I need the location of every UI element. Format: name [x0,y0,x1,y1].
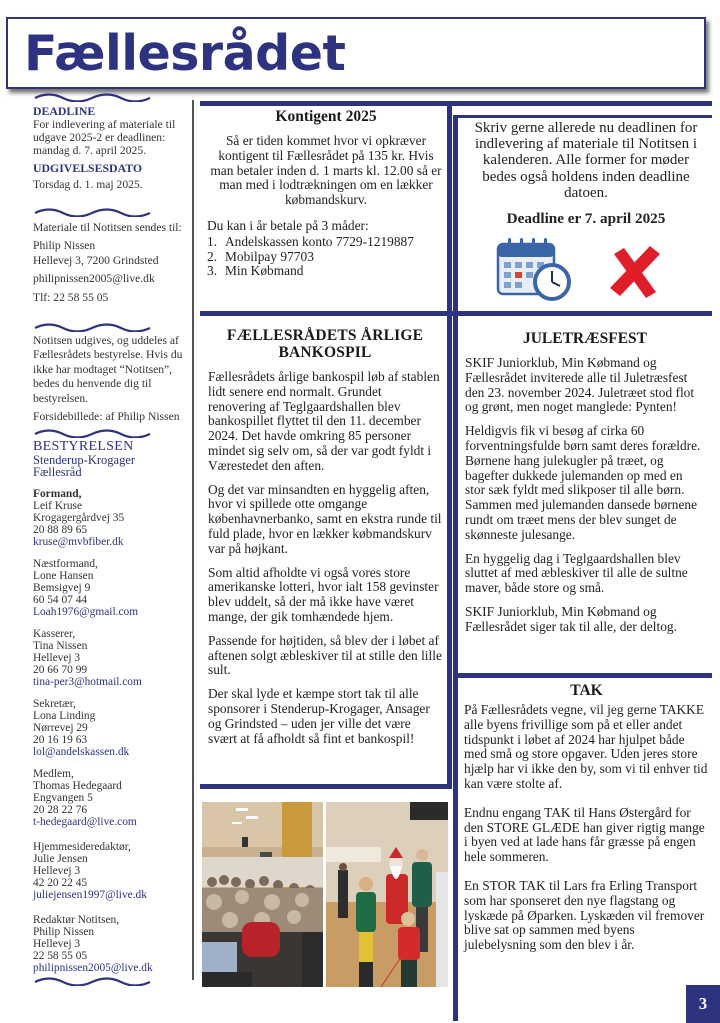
deadline-heading: DEADLINE [33,104,96,118]
member-phone: 20 28 22 76 [33,804,88,817]
member-address: Hellevej 3 [33,865,81,878]
member-phone: 20 88 89 65 [33,524,88,537]
wave-divider-icon [33,322,151,332]
reminder-text: Skriv gerne allerede nu deadlinen for indlevering af materiale til Notitsen i kalenderen. Alle former for møder bedes også holdens inden deadline datoen. [474,120,698,201]
deadline-reminder-panel [466,120,706,304]
member-phone: 60 54 07 44 [33,594,88,607]
board-subtitle-2: Fællesråd [33,465,82,480]
board-member [33,914,193,975]
member-phone: 20 16 19 63 [33,734,88,747]
board-member-list [33,488,193,975]
member-address: Hellevej 3 [33,938,81,951]
bankospil-panel [208,327,442,755]
paragraph: På Fællesrådets vegne, vil jeg gerne TAKKE alle byens frivillige som på et eller andet tidspunkt i løbet af 2024 har hjulpet både med små og store opgaver. Uden jeres store hjælp har vi ikke den by, som vi til enhver tid kan være stolte af. [464,702,708,791]
payment-method-text: Andelskassen konto 7729-1219887 [225,233,414,249]
frame-bar [453,673,712,678]
christmas-tree-party-photo [326,802,448,987]
paragraph: Heldigvis fik vi besøg af cirka 60 forventningsfulde børn samt deres forældre. Børnene hang julekugler på træet, og bagefter dukkede julemanden op med en stor sæk fyldt med slikposer til alle børn. Sammen med julemanden dansede børnene rundt om træet mens der blev sunget de skønneste julesange. [465,423,701,542]
paragraph: Og det var minsandten en hyggelig aften, hvor vi spillede otte omgange københavnerbanko, samt en ekstra runde til fuld plade, hvor en lækker købmandskurv var på højkant. [208,481,442,556]
deadline-highlight: Deadline er 7. april 2025 [506,210,666,228]
member-address: Bemsigvej 9 [33,581,91,594]
reminder-icons [466,234,706,304]
member-address: Krogagergårdvej 35 [33,511,125,524]
member-email[interactable]: kruse@mvbfiber.dk [33,536,124,549]
list-number: 1. [207,233,218,249]
member-name: Lone Hansen [33,569,94,582]
member-role: Kasserer, [33,627,76,640]
wave-divider-icon [33,428,151,438]
juletraesfest-title: JULETRÆSFEST [522,330,648,347]
tak-title: TAK [570,682,603,699]
member-email[interactable]: philipnissen2005@live.dk [33,962,153,975]
board-member [33,488,193,549]
cover-photo-credit: Forsidebillede: af Philip Nissen [33,410,180,424]
member-email[interactable]: lol@andelskassen.dk [33,746,130,759]
photo-strip [202,802,448,987]
wave-divider-icon [33,92,151,102]
payment-method-text: Mobilpay 97703 [225,248,314,264]
member-name: Thomas Hedegaard [33,779,122,792]
payment-method [207,250,445,265]
list-number: 3. [207,263,218,279]
tak-panel [464,682,709,967]
member-phone: 22 58 55 05 [33,950,88,963]
frame-bar [200,784,452,789]
juletraesfest-panel [465,330,705,644]
frame-bar [447,101,452,787]
kontigent-intro: Så er tiden kommet hvor vi opkræver kontigent til Fællesrådet på 135 kr. Hvis man betaler inden d. 1 marts kl. 12.00 så er man med i lodtrækningen om en lækker købmandskurv. [210,133,442,208]
member-name: Lona Linding [33,709,96,722]
payment-method-text: Min Købmand [225,263,304,279]
masthead-title: Fællesrådet [24,25,346,82]
board-subtitle: Stenderup-Krogager [33,452,136,467]
bankospil-title-line: FÆLLESRÅDETS ÅRLIGE [226,327,424,344]
member-email[interactable]: juliejensen1997@live.dk [33,889,147,902]
member-address: Engvangen 5 [33,792,93,804]
member-role: Hjemmesideredaktør, [33,840,131,853]
member-name: Philip Nissen [33,925,95,938]
member-role: Redaktør Notitsen, [33,913,120,926]
member-role: Formand, [33,487,82,500]
member-address: Hellevej 3 [33,651,81,664]
paragraph: Fællesrådets årlige bankospil løb af stablen lidt senere end normalt. Grundet renovering af Teglgaardshallen blev bankospillet flyttet til den 11. december 2024. Det havde omkring 85 personer mindet sig selv om, så der var godt fyldt i Værestedet den aften. [208,369,440,473]
red-cross-icon [606,242,664,300]
release-text: Torsdag d. 1. maj 2025. [33,177,143,191]
submission-phone: Tlf: 22 58 55 05 [33,290,109,304]
member-name: Tina Nissen [33,639,88,652]
submission-email[interactable]: philipnissen2005@live.dk [33,272,155,286]
masthead [6,17,706,89]
member-role: Medlem, [33,767,74,780]
paragraph: Som altid afholdte vi også vores store amerikanske lotteri, hvor ialt 158 gevinster blev uddelt, så der må ikke have været mange, der gik tomhændede hjem. [208,564,439,624]
paragraph: Der skal lyde et kæmpe stort tak til alle sponsorer i Stenderup-Krogager, Ansager og Grindsted – uden jer ville det være svært at få afholdt så fint et bankospil! [208,686,430,746]
board-member [33,698,193,759]
member-email[interactable]: tina-per3@hotmail.com [33,676,142,689]
member-address: Nørrevej 29 [33,721,88,734]
submission-address: Hellevej 3, 7200 Grindsted [33,254,159,268]
deadline-text: For indlevering af materiale til udgave 2025-2 er deadlinen: mandag d. 7. april 2025. [33,118,176,158]
calendar-clock-icon [496,236,574,302]
kontigent-panel [207,108,445,279]
frame-bar [453,311,458,1021]
board-member [33,768,193,829]
board-member [33,628,193,689]
paragraph: En STOR TAK til Lars fra Erling Transport som har sponseret den nye flagstang og lyskæde på Øparken. Lyskæden vil fremover blive sat op sammen med byens julebelysning som den blev i år. [464,877,705,953]
distribution-notice: Notitsen udgives, og uddeles af Fællesrådets bestyrelse. Hvis du ikke har modtaget “Notitsen”, bedes du henvende dig til bestyrelsen. [33,333,183,405]
payment-method [207,235,445,250]
member-role: Næstformand, [33,557,98,570]
wave-divider-icon [33,207,151,217]
frame-bar [200,101,712,106]
paragraph: SKIF Juniorklub, Min Købmand og Fællesrådet siger tak til alle, der deltog. [465,603,677,634]
board-title: BESTYRELSEN [33,438,134,454]
payment-methods-intro: Du kan i år betale på 3 måder: [207,217,369,233]
payment-methods-list [207,235,445,279]
bankospil-hall-photo [202,802,323,987]
frame-bar [458,115,712,118]
board-member [33,841,193,902]
paragraph: En hyggelig dag i Teglgaardshallen blev sluttet af med æbleskiver til alle de sultne maver, både store og små. [465,550,688,596]
member-phone: 20 66 70 99 [33,664,88,677]
paragraph: Passende for højtiden, så blev der i løbet af aftenen solgt æbleskiver til at stille den lille sult. [208,632,442,678]
member-email[interactable]: Loah1976@gmail.com [33,606,139,619]
member-name: Leif Kruse [33,499,83,512]
juletraesfest-body [465,356,705,635]
board-member [33,558,193,619]
release-heading: UDGIVELSESDATO [33,160,143,175]
submission-name: Philip Nissen [33,239,96,253]
list-number: 2. [207,248,218,264]
paragraph: Endnu engang TAK til Hans Østergård for den STORE GLÆDE han giver rigtig mange i byen ved at lade hans får græsse på engen hele sommeren. [464,804,705,865]
bankospil-title [208,327,442,361]
wave-divider-icon [33,976,151,986]
kontigent-title: Kontigent 2025 [275,108,377,125]
member-email[interactable]: t-hedegaard@live.com [33,816,137,829]
bankospil-body [208,370,442,746]
paragraph: SKIF Juniorklub, Min Købmand og Fællesrådet inviterede alle til Juletræsfest den 23. november 2024. Juletræet stod flot og grønt, men noget manglede: Pynten! [465,355,695,415]
member-role: Sekretær, [33,697,76,710]
member-phone: 42 20 22 45 [33,877,88,890]
frame-bar [453,115,458,315]
tak-body [464,703,709,953]
sidebar [33,92,193,988]
page-number: 3 [686,985,720,1023]
bankospil-title-line: BANKOSPIL [278,344,372,361]
payment-method [207,264,445,279]
member-name: Julie Jensen [33,852,88,865]
submission-intro: Materiale til Notitsen sendes til: [33,220,182,234]
